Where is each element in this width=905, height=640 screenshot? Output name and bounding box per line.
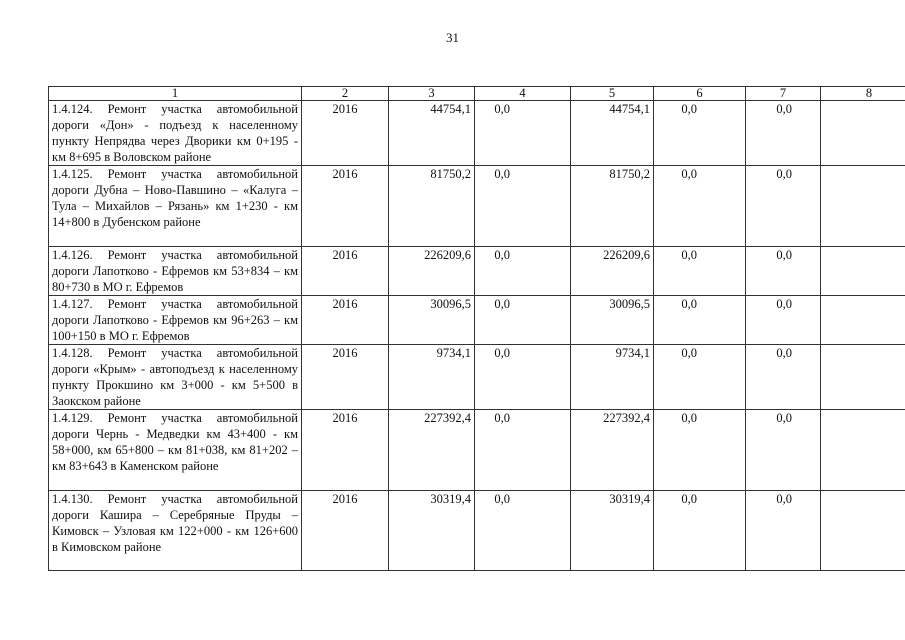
column-header: 8	[821, 87, 905, 101]
row-value-7: 0,0	[746, 101, 821, 166]
row-value-6: 0,0	[654, 101, 746, 166]
row-year: 2016	[302, 491, 389, 571]
row-value-7: 0,0	[746, 410, 821, 491]
row-value-6: 0,0	[654, 345, 746, 410]
row-value-8	[821, 166, 905, 247]
table-row	[49, 296, 905, 345]
row-year: 2016	[302, 410, 389, 491]
row-value-5: 9734,1	[571, 345, 654, 410]
row-value-4: 0,0	[475, 410, 571, 491]
row-value-3: 81750,2	[389, 166, 475, 247]
row-year: 2016	[302, 247, 389, 296]
row-year: 2016	[302, 166, 389, 247]
row-value-8	[821, 410, 905, 491]
column-header: 6	[654, 87, 746, 101]
row-value-7: 0,0	[746, 166, 821, 247]
row-value-6: 0,0	[654, 296, 746, 345]
row-value-3: 9734,1	[389, 345, 475, 410]
row-year: 2016	[302, 345, 389, 410]
row-year: 2016	[302, 101, 389, 166]
row-value-3: 44754,1	[389, 101, 475, 166]
header-row	[49, 87, 905, 101]
row-value-7: 0,0	[746, 247, 821, 296]
row-value-5: 30096,5	[571, 296, 654, 345]
row-value-7: 0,0	[746, 345, 821, 410]
row-value-3: 30319,4	[389, 491, 475, 571]
row-value-6: 0,0	[654, 247, 746, 296]
row-value-4: 0,0	[475, 247, 571, 296]
row-value-3: 226209,6	[389, 247, 475, 296]
row-value-4: 0,0	[475, 166, 571, 247]
column-header: 4	[475, 87, 571, 101]
row-value-8	[821, 247, 905, 296]
row-value-4: 0,0	[475, 296, 571, 345]
table-row	[49, 166, 905, 247]
row-value-6: 0,0	[654, 410, 746, 491]
column-header: 5	[571, 87, 654, 101]
row-value-7: 0,0	[746, 296, 821, 345]
column-header: 7	[746, 87, 821, 101]
page-number: 31	[446, 30, 459, 45]
row-value-4: 0,0	[475, 101, 571, 166]
row-value-5: 44754,1	[571, 101, 654, 166]
row-value-7: 0,0	[746, 491, 821, 571]
row-description: 1.4.127. Ремонт участка автомобильной дороги Лапотково - Ефремов км 96+263 – км 100+150 в МО г. Ефремов	[49, 296, 302, 345]
column-header: 1	[49, 87, 302, 101]
table-row	[49, 491, 905, 571]
row-value-8	[821, 296, 905, 345]
row-description: 1.4.128. Ремонт участка автомобильной дороги «Крым» - автоподъезд к населенному пункту Прокшино км 3+000 - км 5+500 в Заокском районе	[49, 345, 302, 410]
row-value-4: 0,0	[475, 345, 571, 410]
row-value-6: 0,0	[654, 491, 746, 571]
row-value-3: 227392,4	[389, 410, 475, 491]
row-value-4: 0,0	[475, 491, 571, 571]
table-row	[49, 247, 905, 296]
table-row	[49, 410, 905, 491]
row-value-5: 81750,2	[571, 166, 654, 247]
table-row	[49, 345, 905, 410]
row-value-8	[821, 345, 905, 410]
row-description: 1.4.125. Ремонт участка автомобильной дороги Дубна – Ново-Павшино – «Калуга – Тула – Михайлов – Рязань» км 1+230 - км 14+800 в Дубенском районе	[49, 166, 302, 247]
row-value-5: 227392,4	[571, 410, 654, 491]
row-value-8	[821, 491, 905, 571]
row-value-5: 30319,4	[571, 491, 654, 571]
row-description: 1.4.126. Ремонт участка автомобильной дороги Лапотково - Ефремов км 53+834 – км 80+730 в МО г. Ефремов	[49, 247, 302, 296]
row-year: 2016	[302, 296, 389, 345]
table-row	[49, 101, 905, 166]
row-description: 1.4.129. Ремонт участка автомобильной дороги Чернь - Медведки км 43+400 - км 58+000, км 65+800 – км 81+038, км 81+202 – км 83+643 в Каменском районе	[49, 410, 302, 491]
row-value-6: 0,0	[654, 166, 746, 247]
row-value-5: 226209,6	[571, 247, 654, 296]
row-description: 1.4.130. Ремонт участка автомобильной дороги Кашира – Серебряные Пруды – Кимовск – Узловая км 122+000 - км 126+600 в Кимовском районе	[49, 491, 302, 571]
row-value-8	[821, 101, 905, 166]
budget-table	[48, 86, 905, 571]
column-header: 2	[302, 87, 389, 101]
row-description: 1.4.124. Ремонт участка автомобильной дороги «Дон» - подъезд к населенному пункту Непрядва через Дворики км 0+195 - км 8+695 в Воловском районе	[49, 101, 302, 166]
row-value-3: 30096,5	[389, 296, 475, 345]
column-header: 3	[389, 87, 475, 101]
